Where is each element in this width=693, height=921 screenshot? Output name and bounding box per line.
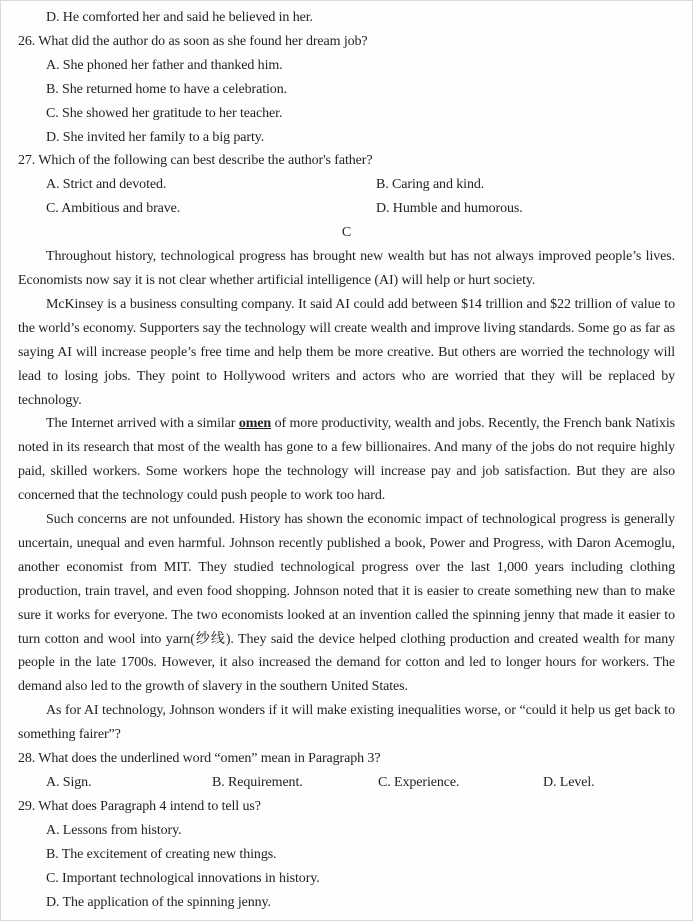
question-29-number: 29. <box>18 798 36 814</box>
question-28-options <box>18 771 675 795</box>
question-28-text: What does the underlined word “omen” mean in Paragraph 3? <box>38 751 381 767</box>
question-27-option-a: A. Strict and devoted. <box>46 177 167 193</box>
passage-paragraph-4: Such concerns are not unfounded. History has shown the economic impact of technological progress is generally uncertain, unequal and even harmful. Johnson recently published a book, Power and Progress, with Daron Acemoglu, another economist from MIT. They studied technological progress over the last 1,000 years including clothing production, train travel, and even food shopping. Johnson noted that it is easier to create something new than to make sure it works for everyone. The two economists looked at an invention called the spinning jenny that made it easier to turn cotton and wool into yarn(纱线). They said the device helped clothing production and created wealth for many people in the late 1700s. However, it also increased the demand for cotton and led to longer hours for workers. The demand also led to the growth of slavery in the southern United States. <box>18 512 675 695</box>
question-29 <box>18 795 675 915</box>
passage-paragraph-3-after: of more productivity, wealth and jobs. Recently, the French bank Natixis noted in its research that most of the wealth has gone to a few billionaires. And many of the jobs do not require highly paid, skilled workers. Some workers hope the technology will increase pay and job satisfaction. But they are also concerned that the technology could push people to work too hard. <box>18 416 676 504</box>
question-28-option-b: B. Requirement. <box>212 775 303 790</box>
passage-section-label: C <box>341 225 352 241</box>
question-27-options <box>18 173 675 221</box>
passage-paragraph-3-before: The Internet arrived with a similar <box>46 416 239 432</box>
question-26 <box>18 30 675 150</box>
question-27-text: Which of the following can best describe the author's father? <box>38 153 373 169</box>
question-29-option-a: A. Lessons from history. <box>46 822 182 838</box>
question-28-option-d: D. Level. <box>543 775 595 790</box>
question-27 <box>18 149 675 221</box>
question-28-number: 28. <box>18 751 36 767</box>
question-29-option-b: B. The excitement of creating new things. <box>46 846 277 862</box>
question-29-stem <box>18 795 675 819</box>
question-28-option-a: A. Sign. <box>46 775 92 790</box>
reading-passage <box>18 245 675 747</box>
question-29-text: What does Paragraph 4 intend to tell us? <box>38 798 261 814</box>
question-27-stem <box>18 149 675 173</box>
question-26-text: What did the author do as soon as she found her dream job? <box>38 33 368 49</box>
question-27-number: 27. <box>18 153 36 169</box>
question-28 <box>18 747 675 795</box>
question-27-option-c: C. Ambitious and brave. <box>46 201 181 217</box>
question-27-option-b: B. Caring and kind. <box>376 177 485 193</box>
passage-paragraph-2: McKinsey is a business consulting company. It said AI could add between $14 trillion and $22 trillion of value to the world’s economy. Supporters say the technology will create wealth and improve living standards. Some go as far as saying AI will increase people’s free time and help them be more creative. But others are worried the technology will lead to losing jobs. They point to Hollywood writers and actors who are worried that they will be replaced by technology. <box>18 296 675 408</box>
question-26-option-c: C. She showed her gratitude to her teacher. <box>46 105 283 121</box>
question-26-number: 26. <box>18 33 36 49</box>
question-26-option-a: A. She phoned her father and thanked him. <box>46 57 283 73</box>
question-28-option-c: C. Experience. <box>378 775 460 790</box>
question-27-option-d: D. Humble and humorous. <box>376 201 523 217</box>
passage-paragraph-1: Throughout history, technological progress has brought new wealth but has not always improved people’s lives. Economists now say it is not clear whether artificial intelligence (AI) will help or hurt society. <box>18 249 675 288</box>
question-28-stem <box>18 747 675 771</box>
passage-paragraph-3 <box>18 412 675 508</box>
question-25-option-d: D. He comforted her and said he believed in her. <box>46 10 313 25</box>
question-29-option-d: D. The application of the spinning jenny. <box>46 894 271 910</box>
question-29-option-c: C. Important technological innovations in history. <box>46 870 320 886</box>
question-26-option-d: D. She invited her family to a big party. <box>46 129 265 145</box>
question-26-stem <box>18 30 675 54</box>
underlined-word-omen: omen <box>238 416 272 432</box>
passage-paragraph-5: As for AI technology, Johnson wonders if it will make existing inequalities worse, or “could it help us get back to something fairer”? <box>18 703 675 743</box>
question-26-option-b: B. She returned home to have a celebration. <box>46 81 288 97</box>
